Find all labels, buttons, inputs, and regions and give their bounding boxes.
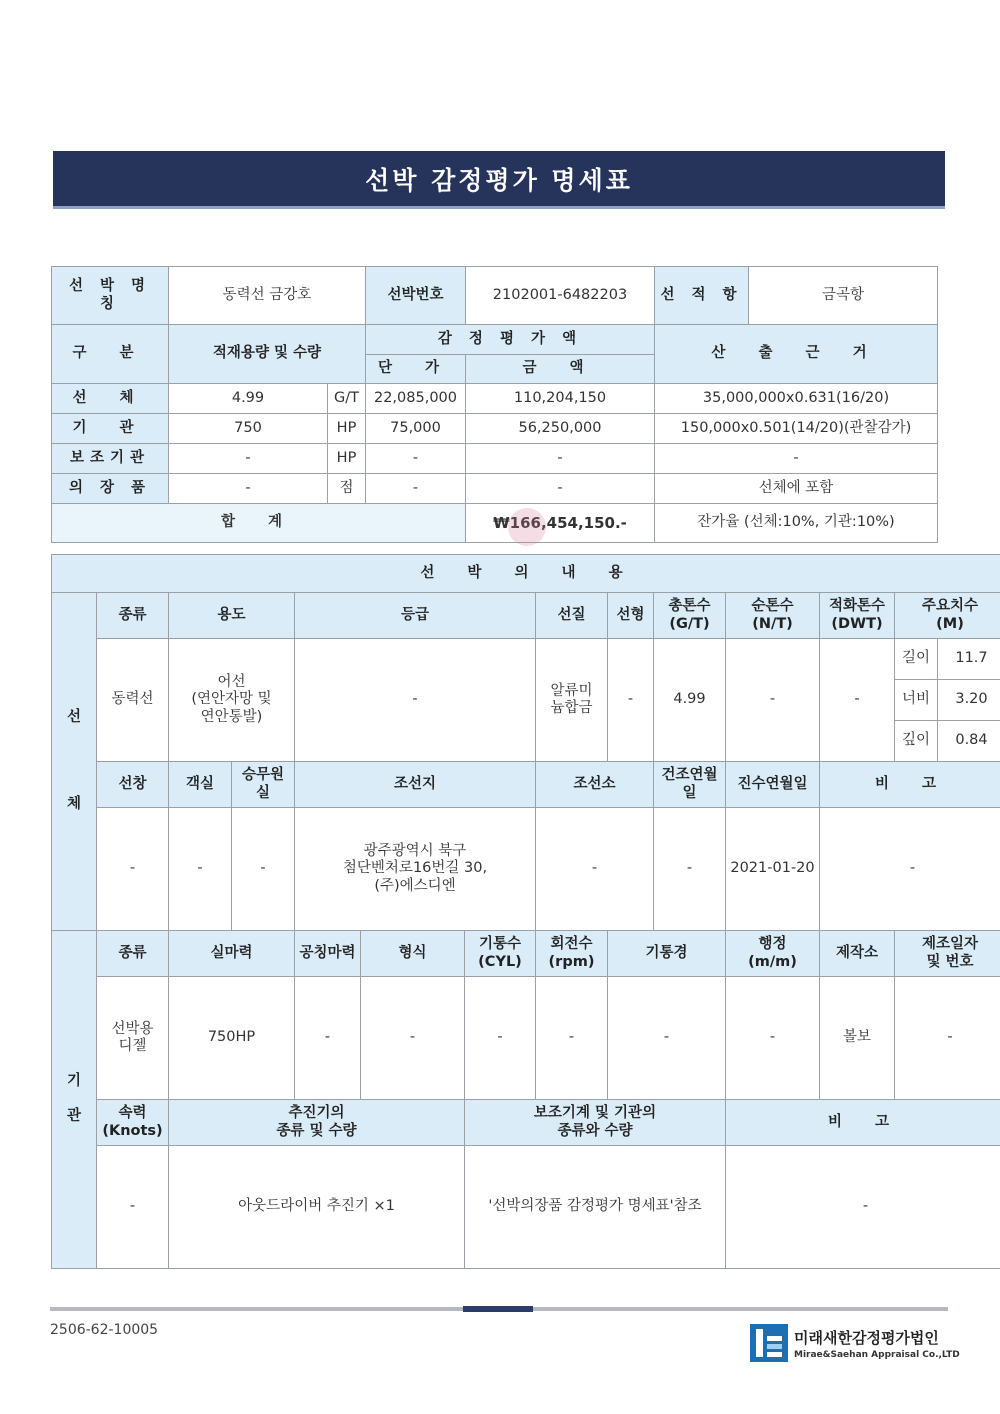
row-amount: 56,250,000: [466, 414, 655, 444]
engine-header-speed: 속력 (Knots): [97, 1100, 169, 1146]
engine-header-aux: 보조기계 및 기관의 종류와 수량: [465, 1100, 726, 1146]
engine-speed: -: [97, 1146, 169, 1269]
dimension-length-value: 11.7: [938, 639, 1000, 680]
category-header: 구 분: [52, 325, 169, 384]
engine-type: 선박용 디젤: [97, 977, 169, 1100]
engine-aux: '선박의장품 감정평가 명세표'참조: [465, 1146, 726, 1269]
company-logo-icon: [750, 1324, 788, 1362]
engine-header-model: 형식: [361, 931, 465, 977]
document-title: 선박 감정평가 명세표: [365, 165, 633, 195]
hull-shipyard: -: [536, 808, 654, 931]
engine-rpm: -: [536, 977, 608, 1100]
row-basis: 선체에 포함: [655, 474, 938, 504]
engine-header-rpm: 회전수 (rpm): [536, 931, 608, 977]
row-amount: -: [466, 444, 655, 474]
row-basis: -: [655, 444, 938, 474]
hull-net-tonnage: -: [726, 639, 820, 762]
row-unit: HP: [328, 444, 366, 474]
engine-power: 750HP: [169, 977, 295, 1100]
hull-header-grade: 등급: [295, 593, 536, 639]
company-logo: [750, 1324, 960, 1362]
row-qty: -: [169, 474, 328, 504]
hull-header-form: 선형: [608, 593, 654, 639]
hull-header-location: 조선지: [295, 762, 536, 808]
hull-launch-date: 2021-01-20: [726, 808, 820, 931]
hull-section-label: 선 체: [52, 593, 97, 931]
engine-cyl: -: [465, 977, 536, 1100]
engine-maker: 볼보: [820, 977, 895, 1100]
dimension-width-label: 너비: [895, 680, 938, 721]
engine-propulsion: 아웃드라이버 추진기 ×1: [169, 1146, 465, 1269]
valuation-row: [52, 474, 938, 504]
dimension-width-value: 3.20: [938, 680, 1000, 721]
hull-header-launched: 진수연월일: [726, 762, 820, 808]
hull-build-location: 광주광역시 북구 첨단벤처로16번길 30, (주)에스디엔: [295, 808, 536, 931]
amount-group-header: 감 정 평 가 액: [366, 325, 655, 355]
hull-header-dwt: 적화톤수 (DWT): [820, 593, 895, 639]
ship-name: 동력선 금강호: [169, 267, 366, 325]
valuation-row: [52, 444, 938, 474]
row-label: 기 관: [52, 414, 169, 444]
row-unit: HP: [328, 414, 366, 444]
home-port-label: 선 적 항: [655, 267, 749, 325]
engine-header-cyl: 기통수 (CYL): [465, 931, 536, 977]
footer-divider-accent: [463, 1306, 533, 1312]
hull-hold: -: [97, 808, 169, 931]
engine-header-power: 실마력: [169, 931, 295, 977]
hull-header-crew: 승무원실: [232, 762, 295, 808]
engine-header-bore: 기통경: [608, 931, 726, 977]
row-price: 75,000: [366, 414, 466, 444]
row-price: -: [366, 474, 466, 504]
engine-bore: -: [608, 977, 726, 1100]
total-amount: ₩166,454,150.-: [466, 504, 655, 543]
hull-built-date: -: [654, 808, 726, 931]
ship-details-table: [51, 554, 1000, 1269]
ship-name-label: 선 박 명 칭: [52, 267, 169, 325]
hull-header-shipyard: 조선소: [536, 762, 654, 808]
valuation-row: [52, 414, 938, 444]
unit-price-header: 단 가: [366, 355, 466, 384]
home-port: 금곡항: [749, 267, 938, 325]
company-name-ko: 미래새한감정평가법인: [794, 1328, 939, 1347]
hull-header-hold: 선창: [97, 762, 169, 808]
engine-remark: -: [726, 1146, 1000, 1269]
row-basis: 150,000x0.501(14/20)(관찰감가): [655, 414, 938, 444]
ship-number: 2102001-6482203: [466, 267, 655, 325]
hull-grade: -: [295, 639, 536, 762]
hull-material: 알류미 늄합금: [536, 639, 608, 762]
hull-header-type: 종류: [97, 593, 169, 639]
capacity-header: 적재용량 및 수량: [169, 325, 366, 384]
company-name-en: Mirae&Saehan Appraisal Co.,LTD: [794, 1349, 960, 1360]
engine-header-remark: 비 고: [726, 1100, 1000, 1146]
row-price: -: [366, 444, 466, 474]
document-title-bar: [53, 151, 945, 209]
hull-header-remark: 비 고: [820, 762, 1000, 808]
hull-header-net-tonnage: 순톤수 (N/T): [726, 593, 820, 639]
engine-stroke: -: [726, 977, 820, 1100]
engine-header-maker: 제작소: [820, 931, 895, 977]
dimension-depth-label: 깊이: [895, 721, 938, 762]
engine-model: -: [361, 977, 465, 1100]
row-unit: 점: [328, 474, 366, 504]
valuation-row: [52, 384, 938, 414]
document-number: 2506-62-10005: [50, 1322, 159, 1338]
hull-crew: -: [232, 808, 295, 931]
hull-use: 어선 (연안자망 및 연안통발): [169, 639, 295, 762]
hull-form: -: [608, 639, 654, 762]
hull-dwt: -: [820, 639, 895, 762]
amount-header: 금 액: [466, 355, 655, 384]
engine-serial: -: [895, 977, 1000, 1100]
engine-section-label: 기 관: [52, 931, 97, 1269]
basis-header: 산 출 근 거: [655, 325, 938, 384]
engine-header-propulsion: 추진기의 종류 및 수량: [169, 1100, 465, 1146]
dimension-depth-value: 0.84: [938, 721, 1000, 762]
row-label: 의 장 품: [52, 474, 169, 504]
hull-remark: -: [820, 808, 1000, 931]
valuation-table: [51, 266, 938, 543]
engine-header-serial: 제조일자 및 번호: [895, 931, 1000, 977]
row-label: 선 체: [52, 384, 169, 414]
ship-number-label: 선박번호: [366, 267, 466, 325]
row-qty: 750: [169, 414, 328, 444]
engine-header-type: 종류: [97, 931, 169, 977]
hull-header-dimensions: 주요치수 (M): [895, 593, 1000, 639]
row-qty: 4.99: [169, 384, 328, 414]
hull-header-gross-tonnage: 총톤수 (G/T): [654, 593, 726, 639]
total-label: 합 계: [52, 504, 466, 543]
row-qty: -: [169, 444, 328, 474]
hull-cabin: -: [169, 808, 232, 931]
row-price: 22,085,000: [366, 384, 466, 414]
seal-stamp: [508, 508, 546, 546]
details-title: 선 박 의 내 용: [52, 555, 1000, 593]
hull-gross-tonnage: 4.99: [654, 639, 726, 762]
total-note: 잔가율 (선체:10%, 기관:10%): [655, 504, 938, 543]
row-amount: 110,204,150: [466, 384, 655, 414]
row-label: 보조기관: [52, 444, 169, 474]
engine-nominal: -: [295, 977, 361, 1100]
hull-type: 동력선: [97, 639, 169, 762]
row-unit: G/T: [328, 384, 366, 414]
engine-header-nominal: 공칭마력: [295, 931, 361, 977]
row-amount: -: [466, 474, 655, 504]
hull-header-material: 선질: [536, 593, 608, 639]
dimension-length-label: 길이: [895, 639, 938, 680]
hull-header-use: 용도: [169, 593, 295, 639]
row-basis: 35,000,000x0.631(16/20): [655, 384, 938, 414]
hull-header-built: 건조연월일: [654, 762, 726, 808]
engine-header-stroke: 행정 (m/m): [726, 931, 820, 977]
hull-header-cabin: 객실: [169, 762, 232, 808]
